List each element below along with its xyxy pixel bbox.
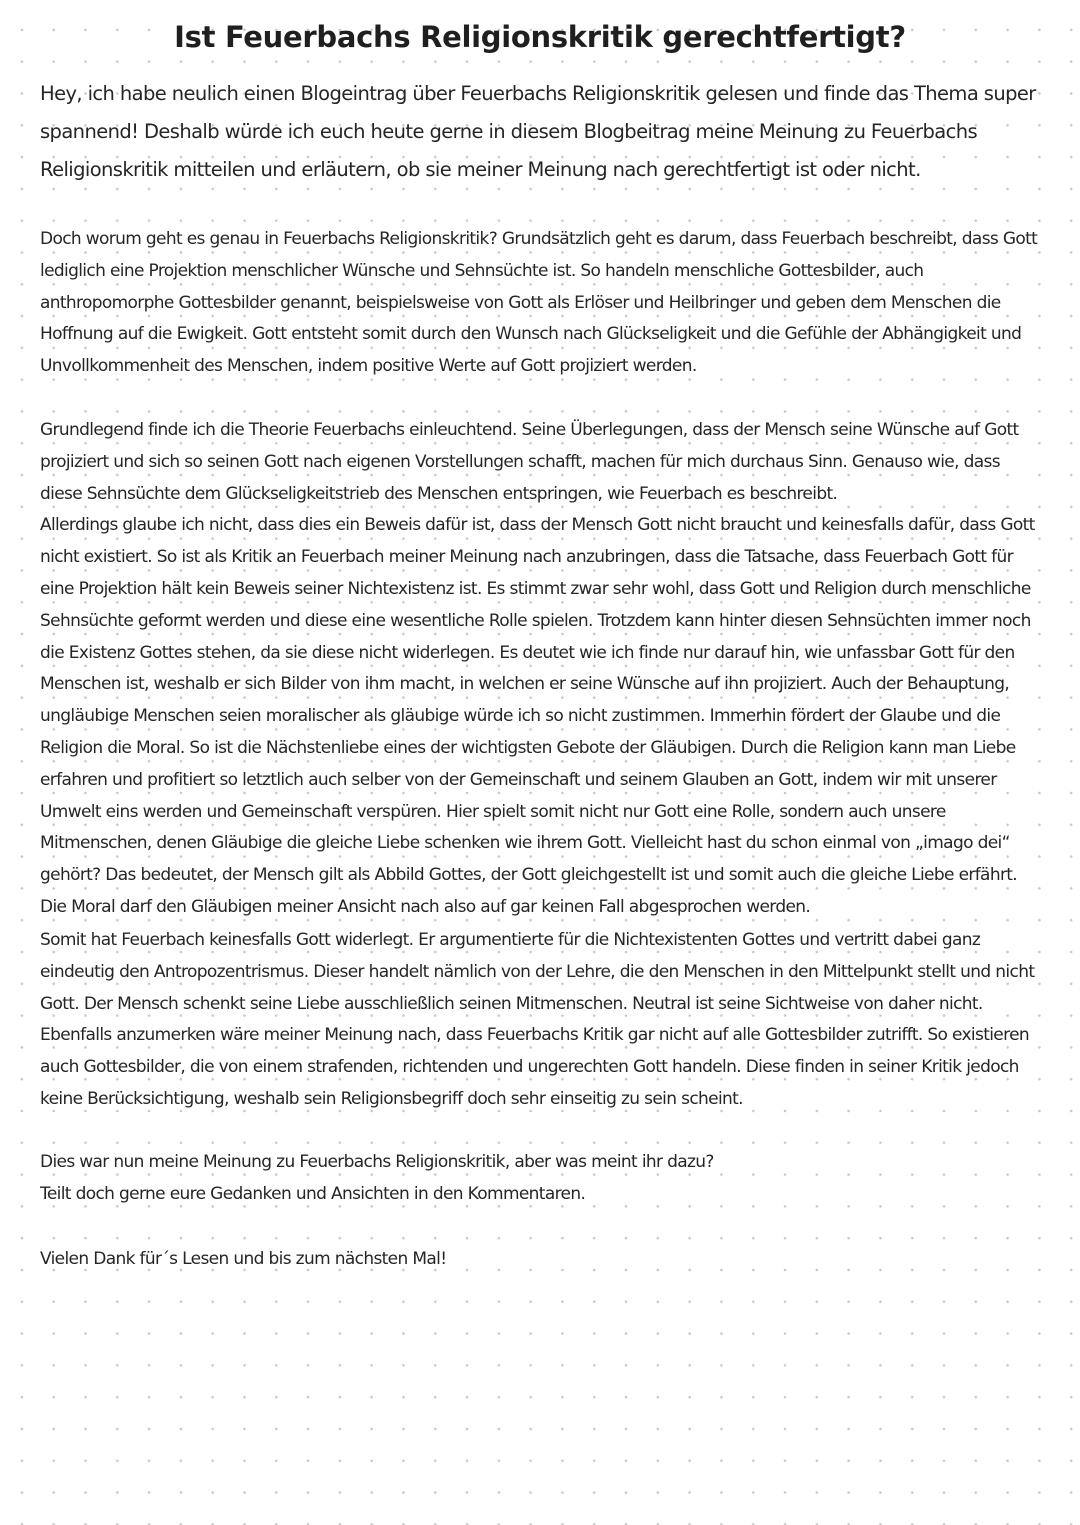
paragraph-feuerbach-theory: Doch worum geht es genau in Feuerbachs Religionskritik? Grundsätzlich geht es darum, dass Feuerbach beschreibt, dass Gott lediglich eine Projektion menschlicher Wünsche und Sehnsüchte ist. So handeln menschliche Gottesbilder, auch anthropomorphe Gottesbilder genannt, beispielsweise von Gott als Erlöser und Heilbringer und geben dem Menschen die Hoffnung auf die Ewigkeit. Gott entsteht somit durch den Wunsch nach Glückseligkeit und die Gefühle der Abhängigkeit und Unvollkommenheit des Menschen, indem positive Werte auf Gott projiziert werden. xyxy=(40,229,1038,377)
paragraph-conclusion: Somit hat Feuerbach keinesfalls Gott widerlegt. Er argumentierte für die Nichtexistenten Gottes und vertritt dabei ganz eindeutig den Antropozentrismus. Dieser handelt nämlich von der Lehre, die den Menschen in den Mittelpunkt stellt und nicht Gott. Der Mensch schenkt seine Liebe ausschließlich seinen Mitmenschen. Neutral ist seine Sichtweise von daher nicht. Ebenfalls anzumerken wäre meiner Meinung nach, dass Feuerbachs Kritik gar nicht auf alle Gottesbilder zutrifft. So existieren auch Gottesbilder, die von einem strafenden, richtenden und ungerechten Gott handeln. Diese finden in seiner Kritik jedoch keine Berücksichtigung, weshalb sein Religionsbegriff doch sehr einseitig zu sein scheint. xyxy=(40,930,1035,1109)
paragraph-intro: Hey, ich habe neulich einen Blogeintrag über Feuerbachs Religionskritik gelesen und finde das Thema super spannend! Deshalb würde ich euch heute gerne in diesem Blogbeitrag meine Meinung zu Feuerbachs Religionskritik mitteilen und erläutern, ob sie meiner Meinung nach gerechtfertigt ist oder nicht. xyxy=(40,82,1036,181)
paragraph-opinion-critique: Grundlegend finde ich die Theorie Feuerbachs einleuchtend. Seine Überlegungen, dass der Mensch seine Wünsche auf Gott projiziert und sich so seinen Gott nach eigenen Vorstellungen schafft, machen für mich durchaus Sinn. Genauso wie, dass diese Sehnsüchte dem Glückseligkeitstrieb des Menschen entspringen, wie Feuerbach es beschreibt. Allerdings glaube ich nicht, dass dies ein Beweis dafür ist, dass der Mensch Gott nicht braucht und keinesfalls dafür, dass Gott nicht existiert. So ist als Kritik an Feuerbach meiner Meinung nach anzubringen, dass die Tatsache, dass Feuerbach Gott für eine Projektion hält kein Beweis seiner Nichtexistenz ist. Es stimmt zwar sehr wohl, dass Gott und Religion durch menschliche Sehnsüchte geformt werden und diese eine wesentliche Rolle spielen. Trotzdem kann hinter diesen Sehnsüchten immer noch die Existenz Gottes stehen, da sie diese nicht widerlegen. Es deutet wie ich finde nur darauf hin, wie unfassbar Gott für den Menschen ist, weshalb er sich Bilder von ihm macht, in welchen er seine Wünsche auf ihn projiziert. Auch der Behauptung, ungläubige Menschen seien moralischer als gläubige würde ich so nicht zustimmen. Immerhin fördert der Glaube und die Religion die Moral. So ist die Nächstenliebe eines der wichtigsten Gebote der Gläubigen. Durch die Religion kann man Liebe erfahren und profitiert so letztlich auch selber von der Gemeinschaft und seinem Glauben an Gott, indem wir mit unserer Umwelt eins werden und Gemeinschaft verspüren. Hier spielt somit nicht nur Gott eine Rolle, sondern auch unsere Mitmenschen, denen Gläubige die gleiche Liebe schenken wie ihrem Gott. Vielleicht hast du schon einmal von „imago dei“ gehört? Das bedeutet, der Mensch gilt als Abbild Gottes, der Gott gleichgestellt ist und somit auch die gleiche Liebe erfährt. Die Moral darf den Gläubigen meiner Ansicht nach also auf gar keinen Fall abgesprochen werden. xyxy=(40,420,1035,917)
paragraph-call-to-comment: Dies war nun meine Meinung zu Feuerbachs Religionskritik, aber was meint ihr dazu? Teilt doch gerne eure Gedanken und Ansichten in den Kommentaren. xyxy=(40,1152,714,1204)
paragraph-sign-off: Vielen Dank für´s Lesen und bis zum nächsten Mal! xyxy=(40,1249,447,1269)
page-title: Ist Feuerbachs Religionskritik gerechtfertigt? xyxy=(174,20,906,54)
